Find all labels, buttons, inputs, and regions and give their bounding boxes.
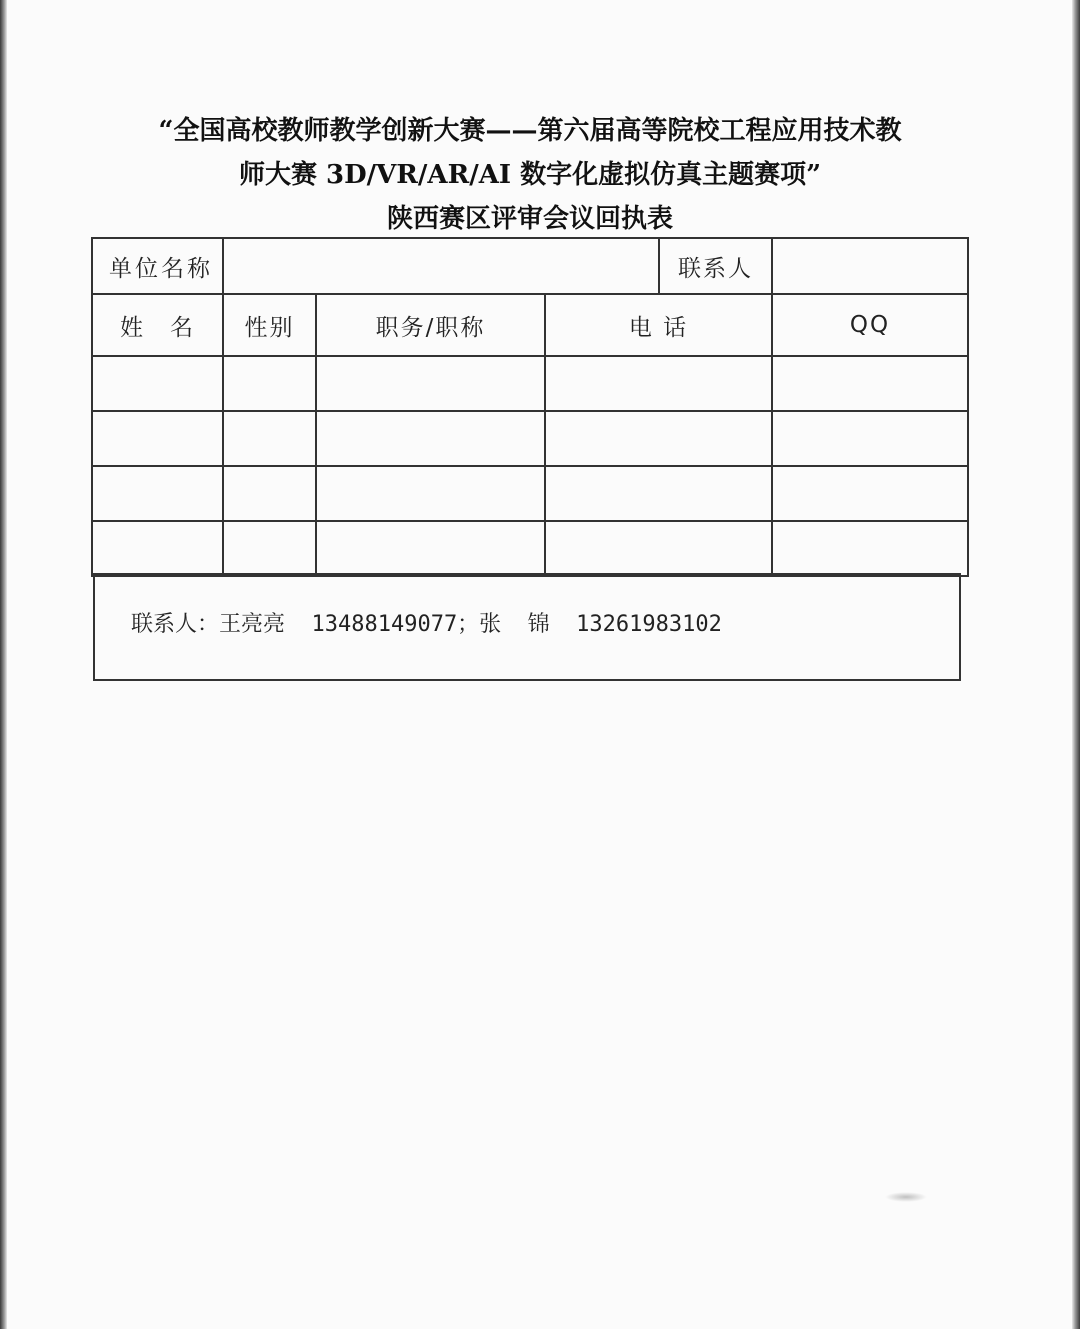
- table-row: [92, 466, 968, 521]
- cell-title[interactable]: [316, 411, 545, 466]
- cell-name[interactable]: [92, 356, 223, 411]
- reply-form-table: [91, 237, 969, 577]
- table-row: [92, 521, 968, 576]
- cell-phone[interactable]: [545, 466, 772, 521]
- cell-phone[interactable]: [545, 521, 772, 576]
- cell-phone[interactable]: [545, 411, 772, 466]
- column-header-name: 姓 名: [92, 294, 223, 356]
- contact-person-label: 联系人: [659, 238, 772, 294]
- cell-qq[interactable]: [772, 521, 968, 576]
- title-line-2: 师大赛 3D/VR/AR/AI 数字化虚拟仿真主题赛项”: [238, 160, 822, 190]
- cell-gender[interactable]: [223, 521, 316, 576]
- unit-name-field[interactable]: [223, 238, 659, 294]
- title-line-3: 陕西赛区评审会议回执表: [386, 204, 673, 234]
- cell-title[interactable]: [316, 356, 545, 411]
- cell-name[interactable]: [92, 411, 223, 466]
- column-header-phone: 电 话: [545, 294, 772, 356]
- contact-person-field[interactable]: [772, 238, 968, 294]
- cell-gender[interactable]: [223, 411, 316, 466]
- column-header-title: 职务/职称: [316, 294, 545, 356]
- cell-phone[interactable]: [545, 356, 772, 411]
- cell-title[interactable]: [316, 466, 545, 521]
- unit-row: [92, 238, 968, 294]
- contact-info-box: [93, 573, 961, 681]
- column-header-gender: 性别: [223, 294, 316, 356]
- cell-qq[interactable]: [772, 466, 968, 521]
- cell-name[interactable]: [92, 466, 223, 521]
- scan-edge-left: [0, 0, 7, 1329]
- table-row: [92, 411, 968, 466]
- cell-name[interactable]: [92, 521, 223, 576]
- contact-info-text: 联系人：王亮亮 13488149077；张 锦 13261983102: [131, 612, 722, 637]
- scan-edge-right: [1072, 0, 1080, 1329]
- column-header-qq: QQ: [772, 294, 968, 356]
- table-row: [92, 356, 968, 411]
- column-header-row: [92, 294, 968, 356]
- unit-name-label: 单位名称: [92, 238, 223, 294]
- title-line-1: “全国高校教师教学创新大赛——第六届高等院校工程应用技术教: [158, 116, 902, 146]
- cell-qq[interactable]: [772, 411, 968, 466]
- scan-smudge: [885, 1192, 927, 1202]
- cell-title[interactable]: [316, 521, 545, 576]
- cell-gender[interactable]: [223, 466, 316, 521]
- cell-qq[interactable]: [772, 356, 968, 411]
- cell-gender[interactable]: [223, 356, 316, 411]
